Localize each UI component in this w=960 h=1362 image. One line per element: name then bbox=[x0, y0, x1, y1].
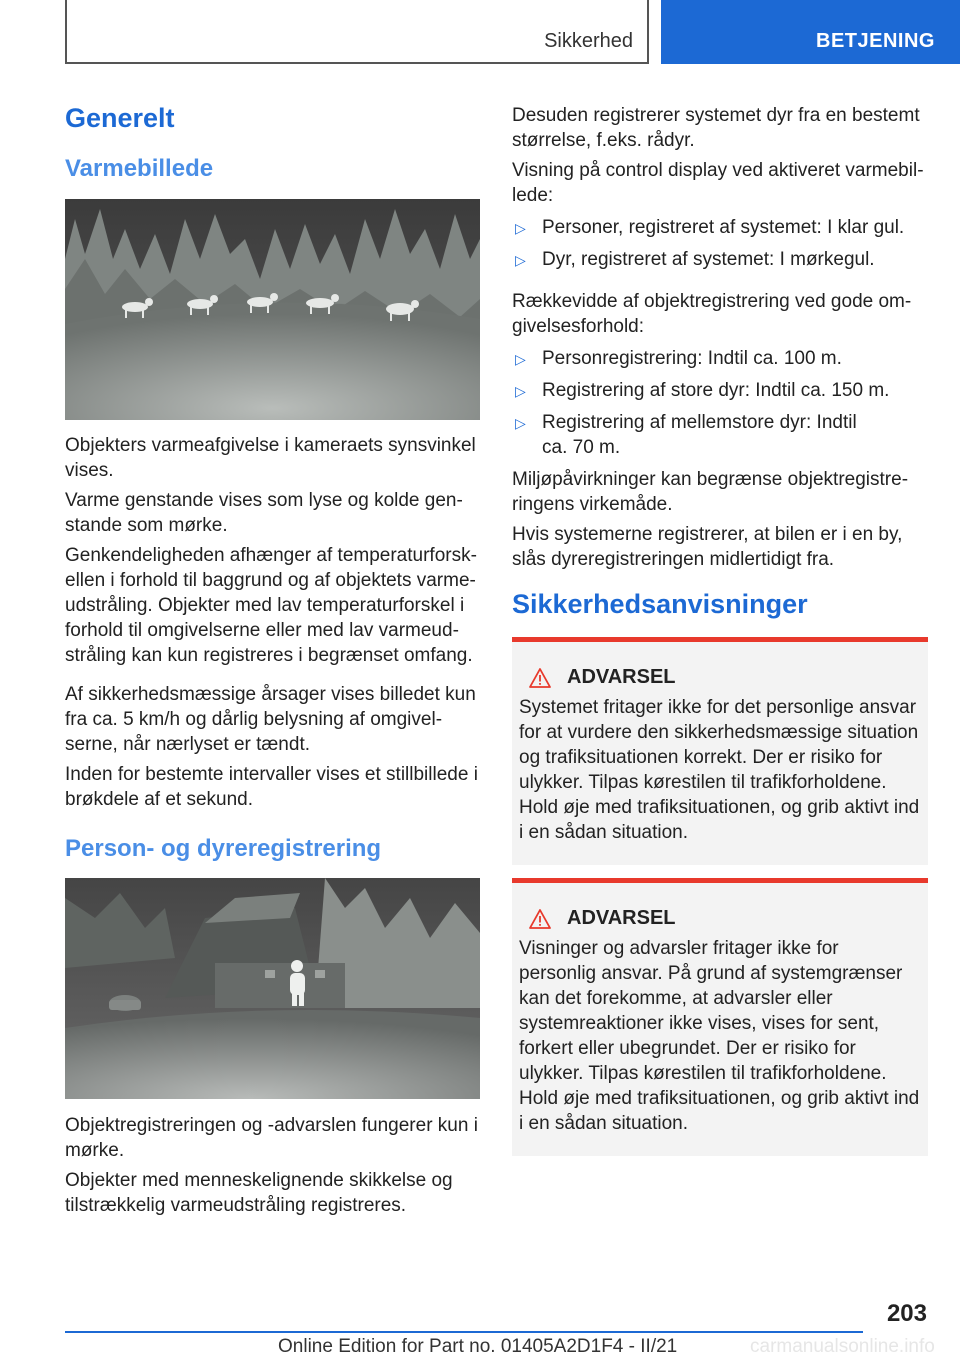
paragraph: Miljøpåvirkninger kan begrænse objektregistreringens virkemåde. bbox=[512, 469, 909, 515]
paragraph: Objekters varmeafgivelse i kameraets synsvinkel vises. bbox=[65, 435, 476, 481]
header-chapter-label: BETJENING bbox=[816, 30, 935, 52]
warning-box bbox=[512, 878, 928, 1156]
page-number: 203 bbox=[886, 1300, 927, 1327]
list-item: ▷ Registrering af mellemstore dyr: Indtil ca. 70 m. bbox=[515, 412, 857, 458]
paragraph: Inden for bestemte intervaller vises et stillbillede i brøkdele af et sekund. bbox=[65, 764, 478, 810]
thermal-image-animals bbox=[65, 199, 480, 420]
header-chapter-tab bbox=[661, 0, 960, 64]
paragraph: Objektregistreringen og -advarslen fungerer kun i mørke. bbox=[65, 1115, 478, 1161]
list-item: ▷ Personer, registreret af systemet: I klar gul. bbox=[512, 215, 928, 240]
footer-divider bbox=[65, 1331, 863, 1333]
warning-triangle-icon bbox=[529, 668, 551, 688]
left-column bbox=[65, 100, 480, 1218]
paragraph: Varme genstande vises som lyse og kolde genstande som mørke. bbox=[65, 490, 463, 536]
warning-text: Systemet fritager ikke for det personlige ansvar for at vurdere den sikkerhedsmæssige situation og trafiksituationen korrekt. Der er risiko for ulykker. Tilpas kørestilen til trafikforholdene. Hold øje med trafiksituationen, og grib aktivt ind i en sådan situation. bbox=[519, 697, 920, 843]
paragraph: Objekter med menneskelignende skikkelse og tilstrækkelig varmeudstråling registreres. bbox=[65, 1170, 453, 1216]
display-list bbox=[512, 215, 928, 272]
warning-title: ADVARSEL bbox=[519, 666, 920, 689]
warning-text: Visninger og advarsler fritager ikke for personlig ansvar. På grund af systemgrænser kan det forekomme, at advarsler eller systemreaktioner ikke vises, vises for sent, forkert eller ubegrundet. Der er risiko for ulykker. Tilpas kørestilen til trafikforholdene. Hold øje med trafiksituationen, og grib aktivt ind i en sådan situation. bbox=[519, 938, 920, 1134]
paragraph: Visning på control display ved aktiveret varmebillede: bbox=[512, 160, 924, 206]
warning-triangle-icon bbox=[529, 909, 551, 929]
heading-generelt: Generelt bbox=[65, 103, 175, 133]
warning-box bbox=[512, 637, 928, 865]
range-list bbox=[512, 346, 928, 460]
paragraph: Genkendeligheden afhænger af temperaturforskellen i forhold til baggrund og af objektets varmeudstråling. Objekter med lav temperaturforskel i forhold til omgivelserne eller med lav varmeudstråling kan kun registreres i begrænset omfang. bbox=[65, 545, 477, 666]
list-item: ▷ Dyr, registreret af systemet: I mørkegul. bbox=[512, 247, 928, 272]
thermal-image-pedestrian bbox=[65, 878, 480, 1099]
watermark: carmanualsonline.info bbox=[750, 1336, 935, 1357]
paragraph: Desuden registrerer systemet dyr fra en bestemt størrelse, f.eks. rådyr. bbox=[512, 105, 920, 151]
heading-sikkerhedsanvisninger: Sikkerhedsanvisninger bbox=[512, 589, 808, 619]
header-section-label: Sikkerhed bbox=[544, 30, 633, 52]
header-section-tab bbox=[65, 0, 649, 64]
triangle-bullet-icon: ▷ bbox=[515, 383, 526, 399]
paragraph: Af sikkerhedsmæssige årsager vises billedet kun fra ca. 5 km/h og dårlig belysning af omgivelserne, når nærlyset er tændt. bbox=[65, 684, 476, 755]
list-item: ▷ Personregistrering: Indtil ca. 100 m. bbox=[512, 346, 928, 371]
triangle-bullet-icon: ▷ bbox=[515, 415, 526, 431]
right-column bbox=[512, 100, 928, 1156]
warning-title: ADVARSEL bbox=[519, 907, 920, 930]
triangle-bullet-icon: ▷ bbox=[515, 220, 526, 236]
paragraph: Rækkevidde af objektregistrering ved gode omgivelsesforhold: bbox=[512, 291, 912, 337]
heading-varmebillede: Varmebillede bbox=[65, 155, 214, 182]
heading-person-dyreregistrering: Person- og dyreregistrering bbox=[65, 835, 382, 862]
paragraph: Hvis systemerne registrerer, at bilen er i en by, slås dyreregistreringen midlertidigt fra. bbox=[512, 524, 903, 570]
list-item: ▷ Registrering af store dyr: Indtil ca. 150 m. bbox=[512, 378, 928, 403]
triangle-bullet-icon: ▷ bbox=[515, 351, 526, 367]
footer-edition: Online Edition for Part no. 01405A2D1F4 - II/21 bbox=[278, 1336, 678, 1357]
triangle-bullet-icon: ▷ bbox=[515, 252, 526, 268]
